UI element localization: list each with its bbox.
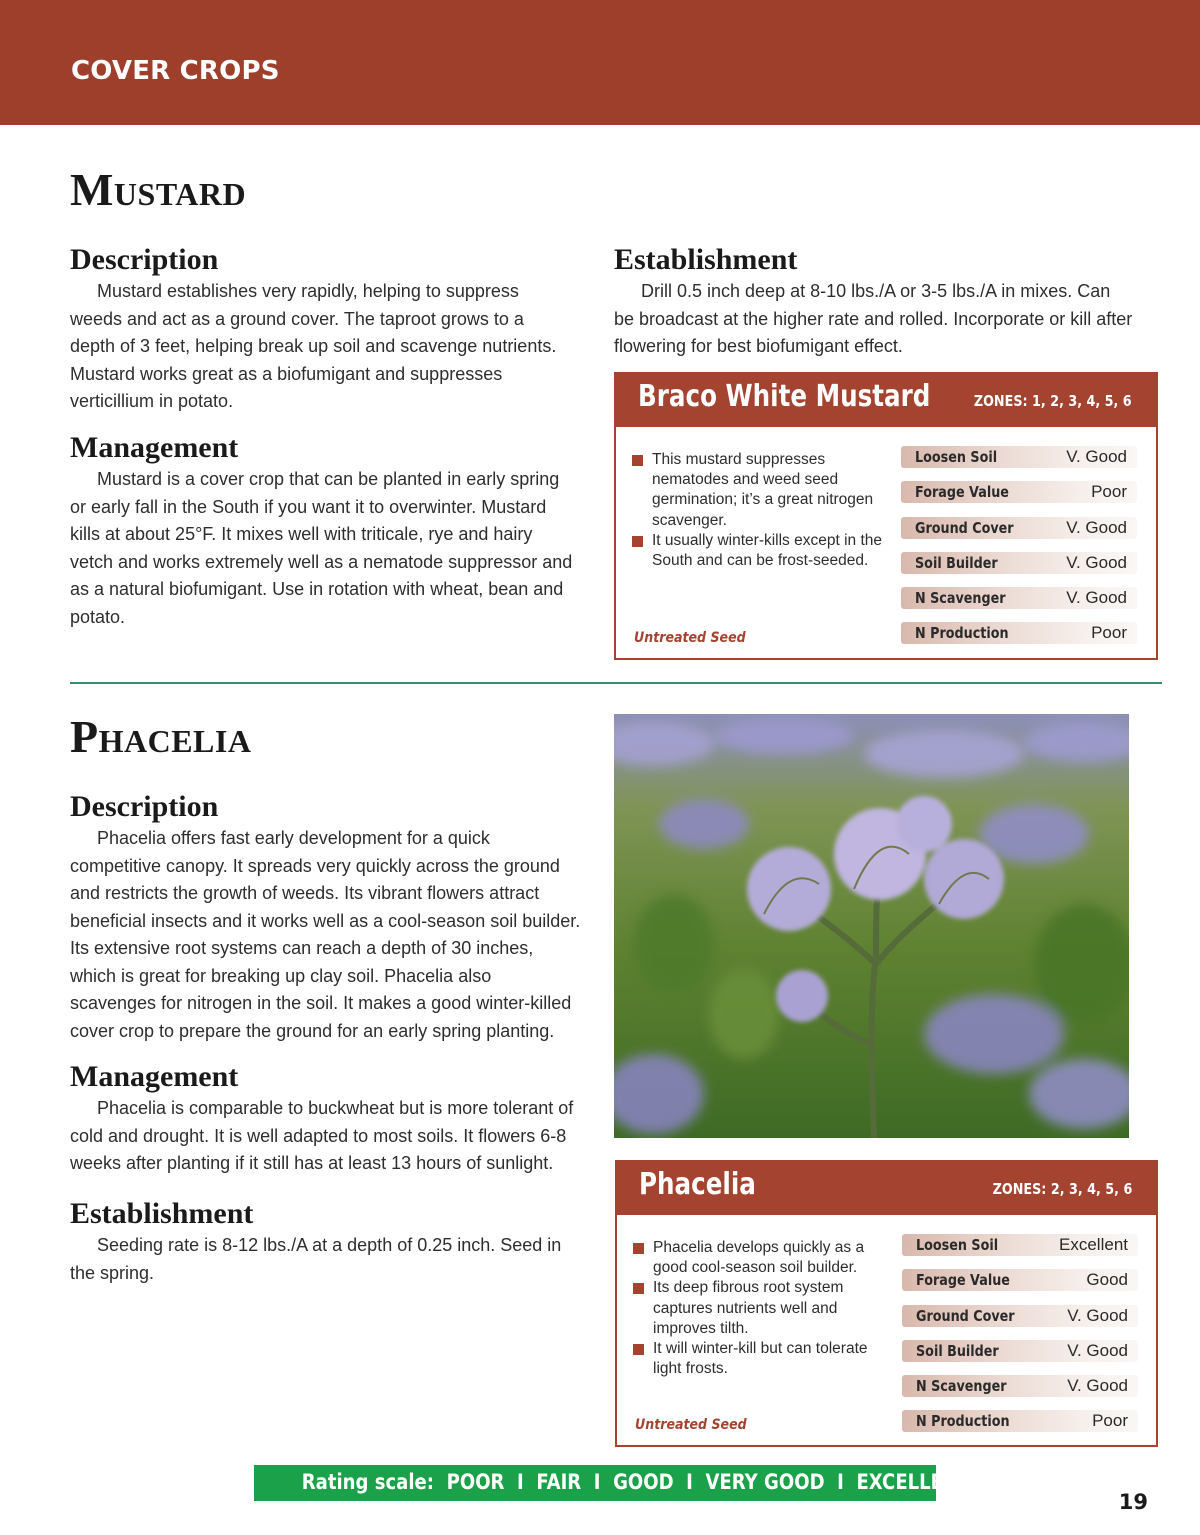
rating-value: V. Good (1067, 1376, 1128, 1396)
rating-scale-bar (254, 1465, 971, 1501)
rating-value: V. Good (1067, 1305, 1128, 1325)
rating-row (901, 517, 1137, 539)
phacelia-variety-card (615, 1160, 1158, 1447)
rating-row (902, 1410, 1138, 1432)
variety-zones: ZONES: 2, 3, 4, 5, 6 (992, 1180, 1132, 1198)
rating-row (902, 1375, 1138, 1397)
rating-value: Poor (1092, 1411, 1128, 1431)
rating-label: N Production (916, 1412, 1010, 1431)
rating-row (901, 481, 1137, 503)
rating-value: V. Good (1066, 517, 1127, 537)
variety-name: Phacelia (639, 1167, 756, 1202)
rating-value: V. Good (1066, 552, 1127, 572)
mustard-management-heading: Management (70, 431, 239, 464)
section-divider (70, 682, 1162, 684)
page-number: 19 (1118, 1490, 1148, 1514)
header-band (0, 0, 1200, 125)
phacelia-photo (614, 714, 1129, 1138)
rating-value: V. Good (1067, 1340, 1128, 1360)
variety-zones: ZONES: 1, 2, 3, 4, 5, 6 (974, 392, 1132, 410)
rating-label: Soil Builder (916, 1341, 999, 1360)
mustard-establishment-heading: Establishment (614, 243, 798, 276)
mustard-description-text: Mustard establishes very rapidly, helping to suppress weeds and act as a ground cover. The taproot grows to a depth of 3 feet, helping break up soil and scavenge nutrients. Mustard works great as a biofumigant and suppresses verticillium in potato. (70, 281, 557, 411)
rating-row (902, 1305, 1138, 1327)
rating-label: Soil Builder (915, 553, 998, 572)
rating-value: Poor (1091, 482, 1127, 502)
phacelia-management-text: Phacelia is comparable to buckwheat but is more tolerant of cold and drought. It is well adapted to most soils. It flowers 6-8 weeks after planting if it still has at least 13 hours of sunlight. (70, 1098, 574, 1173)
phacelia-title: Phacelia (70, 711, 252, 762)
rating-label: N Production (915, 624, 1009, 643)
bullet-item: Phacelia develops quickly as a good cool-season soil builder. (633, 1238, 883, 1278)
rating-label: Loosen Soil (915, 448, 998, 466)
rating-label: N Scavenger (915, 589, 1006, 608)
mustard-establishment-text: Drill 0.5 inch deep at 8-10 lbs./A or 3-5 lbs./A in mixes. Can be broadcast at the higher rate and rolled. Incorporate or kill after flowering for best biofumigant effect. (614, 281, 1133, 356)
rating-row (901, 622, 1137, 644)
seed-treatment: Untreated Seed (635, 1417, 747, 1433)
rating-label: Ground Cover (916, 1306, 1015, 1325)
rating-value: V. Good (1066, 447, 1127, 466)
rating-row (902, 1269, 1138, 1291)
rating-label: Forage Value (916, 1271, 1010, 1290)
ratings-list (902, 1234, 1138, 1446)
rating-value: Poor (1091, 623, 1127, 643)
variety-name: Braco White Mustard (638, 379, 931, 414)
phacelia-establishment-text: Seeding rate is 8-12 lbs./A at a depth of 0.25 inch. Seed in the spring. (70, 1235, 562, 1283)
bullet-item: It usually winter-kills except in the South and can be frost-seeded. (632, 531, 882, 571)
section-title: COVER CROPS (71, 56, 280, 86)
mustard-management-text: Mustard is a cover crop that can be planted in early spring or early fall in the South if you want it to overwinter. Mustard kills at about 25°F. It mixes well with triticale, rye and hairy vetch and works extremely well as a nematode suppressor and as a natural biofumigant. Use in rotation with wheat, bean and potato. (70, 469, 573, 627)
bullet-item: Its deep fibrous root system captures nutrients well and improves tilth. (633, 1278, 883, 1339)
rating-label: Loosen Soil (916, 1236, 999, 1254)
rating-value: V. Good (1066, 588, 1127, 608)
rating-row (901, 587, 1137, 609)
mustard-variety-card (614, 372, 1158, 660)
phacelia-management-heading: Management (70, 1060, 239, 1093)
rating-row (901, 446, 1137, 468)
card-header (616, 374, 1156, 427)
mustard-description-heading: Description (70, 243, 219, 276)
mustard-title: Mustard (70, 164, 247, 215)
rating-label: Ground Cover (915, 518, 1014, 537)
rating-row (902, 1340, 1138, 1362)
card-header (617, 1162, 1156, 1215)
phacelia-establishment-heading: Establishment (70, 1197, 254, 1230)
rating-row (902, 1234, 1138, 1256)
variety-bullets (632, 450, 882, 571)
rating-row (901, 552, 1137, 574)
rating-value: Good (1086, 1270, 1128, 1290)
rating-label: N Scavenger (916, 1377, 1007, 1396)
rating-label: Forage Value (915, 483, 1009, 502)
rating-value: Excellent (1059, 1235, 1128, 1254)
bullet-item: It will winter-kill but can tolerate light frosts. (633, 1339, 883, 1379)
phacelia-description-text: Phacelia offers fast early development for a quick competitive canopy. It spreads very quickly across the ground and restricts the growth of weeds. Its vibrant flowers attract beneficial insects and it works well as a cool-season soil builder. Its extensive root systems can reach a depth of 30 inches, which is great for breaking up clay soil. Phacelia also scavenges for nitrogen in the soil. It makes a good winter-killed cover crop to prepare the ground for an early spring planting. (70, 828, 581, 1041)
phacelia-description-heading: Description (70, 790, 219, 823)
seed-treatment: Untreated Seed (634, 630, 746, 646)
bullet-item: This mustard suppresses nematodes and weed seed germination; it’s a great nitrogen scavenger. (632, 450, 882, 531)
rating-scale-text: Rating scale: POOR I FAIR I GOOD I VERY GOOD I EXCELLENT (301, 1470, 971, 1494)
ratings-list (901, 446, 1137, 658)
variety-bullets (633, 1238, 883, 1379)
